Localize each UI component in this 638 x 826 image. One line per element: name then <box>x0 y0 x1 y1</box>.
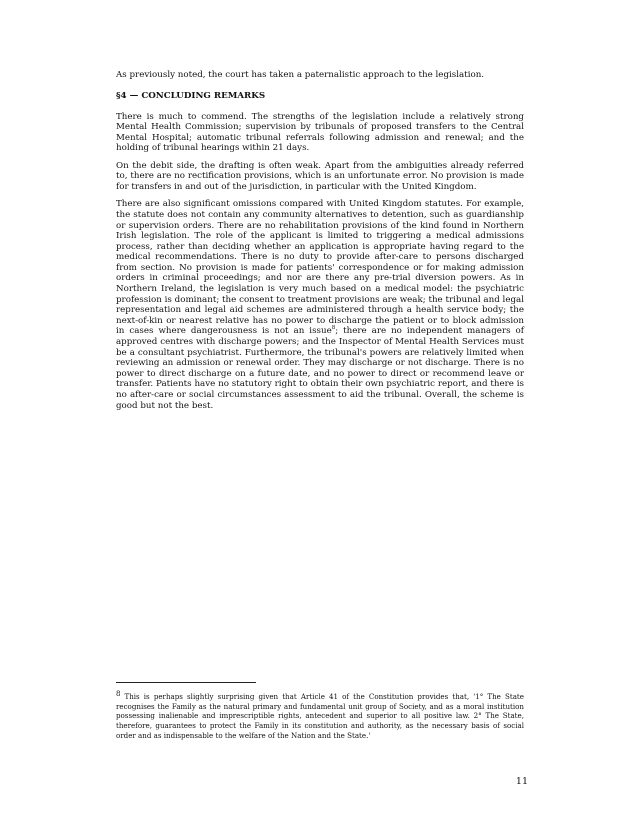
page-number: 11 <box>515 776 528 787</box>
paragraph-omissions-part1: There are also significant omissions compared with United Kingdom statutes. For example, the statute does not contain any community alternatives to detention, such as guardianship or supervision orders. There are no rehabilitation provisions of the kind found in Northern Irish legislation. The role of the applicant is limited to triggering a medical admissions process, rather than deciding whether an application is appropriate having regard to the medical recommendations. There is no duty to provide after-care to persons discharged from section. No provision is made for patients' correspondence or for making admission orders in criminal proceedings; and nor are there any pre-trial diversion powers. As in Northern Ireland, the legislation is very much based on a medical model: the psychiatric profession is dominant; the consent to treatment provisions are weak; the tribunal and legal representation and legal aid schemes are administered through a health service body; the next-of-kin or nearest relative has no power to discharge the patient or to block admission in cases where dangerousness is not an issue <box>116 199 524 337</box>
section-heading: §4 — CONCLUDING REMARKS <box>116 90 266 101</box>
paragraph-omissions-part2: ; there are no independent managers of approved centres with discharge powers; and the Inspector of Mental Health Services must be a consultant psychiatrist. Furthermore, the tribunal's powers are relatively limited when reviewing an admission or renewal order. They may discharge or not discharge. There is no power to direct discharge on a future date, and no power to direct or recommend leave or transfer. Patients have no statutory right to obtain their own psychiatric report, and there is no after-care or social circumstances assessment to aid the tribunal. Overall, the scheme is good but not the best. <box>116 326 524 411</box>
footnote-text: This is perhaps slightly surprising given that Article 41 of the Constitution provides that, '1° The State recognises the Family as the natural primary and fundamental unit group of Society, and as a moral institution possessing inalienable and imprescriptible rights, antecedent and superior to all positive law. 2° The State, therefore, guarantees to protect the Family in its constitution and authority, as the necessary basis of social order and as indispensable to the welfare of the Nation and the State.' <box>116 692 524 740</box>
footnote-number: 8 <box>116 689 121 698</box>
footnote-reference[interactable]: 8 <box>331 325 336 332</box>
paragraph-debit-side: On the debit side, the drafting is often weak. Apart from the ambiguities already referred to, there are no rectification provisions, which is an unfortunate error. No provision is made for transfers in and out of the jurisdiction, in particular with the United Kingdom. <box>116 160 524 192</box>
paragraph-strengths: There is much to commend. The strengths of the legislation include a relatively strong Mental Health Commission; supervision by tribunals of proposed transfers to the Central Mental Hospital; automatic tribunal referrals following admission and renewal; and the holding of tribunal hearings within 21 days. <box>116 111 524 154</box>
paragraph-omissions <box>116 199 524 411</box>
footnote <box>116 689 524 741</box>
footnote-divider <box>116 682 256 683</box>
intro-line: As previously noted, the court has taken a paternalistic approach to the legislation. <box>116 70 485 80</box>
body-text <box>116 70 524 418</box>
